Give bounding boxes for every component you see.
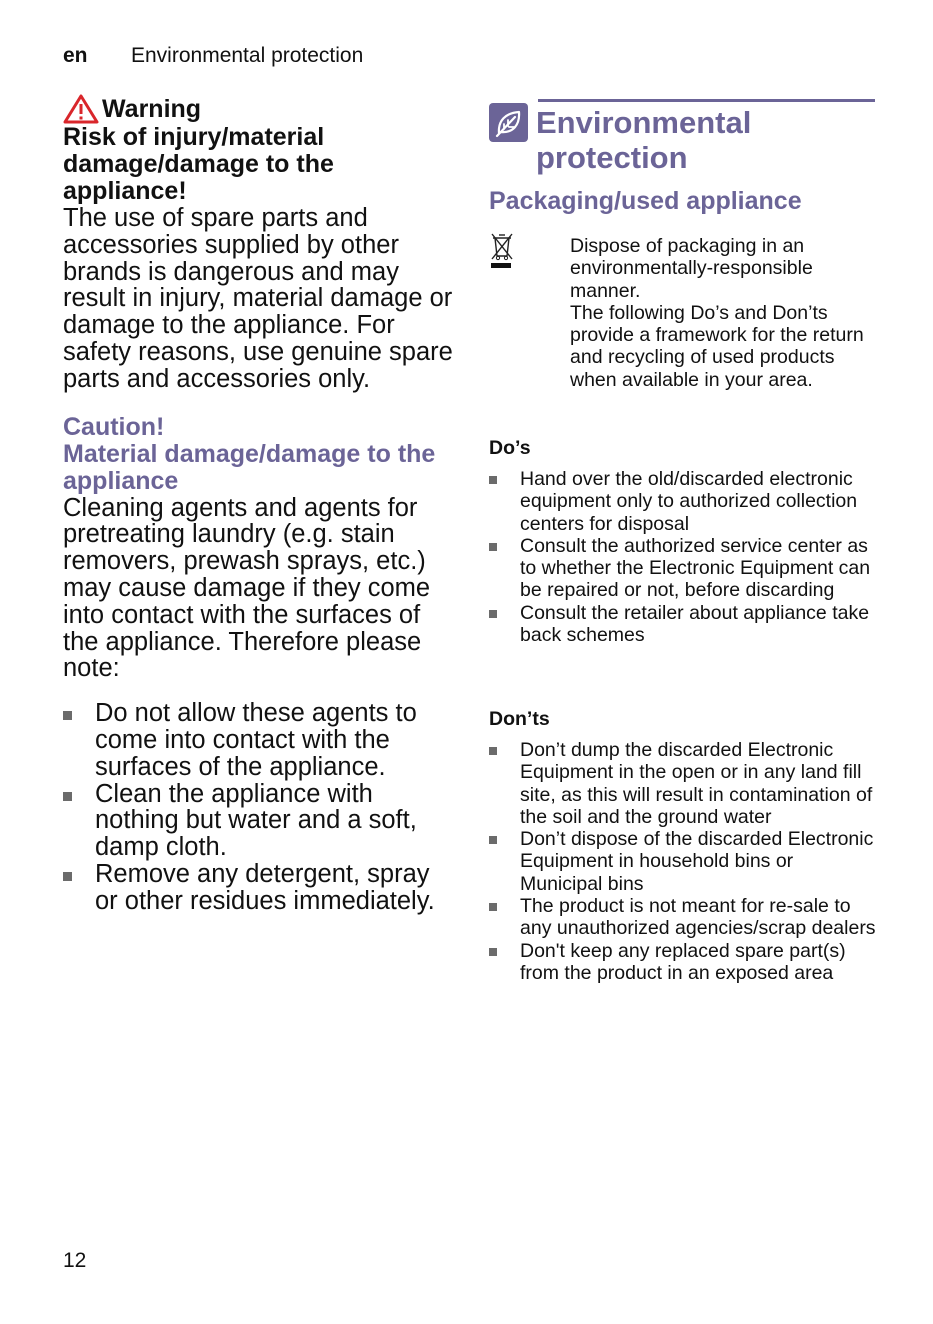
list-item: Don’t dispose of the discarded Electronic Equipment in household bins or Municipal bins	[489, 828, 879, 895]
header-section-title: Environmental protection	[131, 44, 364, 67]
caution-list	[63, 700, 453, 914]
warning-triangle-icon	[63, 94, 99, 124]
bullet-square-icon	[63, 792, 72, 801]
list-item: The product is not meant for re-sale to any unauthorized agencies/scrap dealers	[489, 895, 879, 940]
crossed-bin-icon	[489, 232, 515, 272]
packaging-text	[570, 235, 880, 391]
list-item: Consult the retailer about appliance take back schemes	[489, 602, 879, 647]
packaging-paragraph: The following Do’s and Don’ts provide a framework for the return and recycling of used products when available in your area.	[570, 301, 864, 391]
bullet-square-icon	[489, 610, 497, 618]
bullet-square-icon	[489, 543, 497, 551]
list-item: Remove any detergent, spray or other residues immediately.	[63, 861, 453, 915]
bullet-square-icon	[489, 948, 497, 956]
list-item: Don't keep any replaced spare part(s) from the product in an exposed area	[489, 940, 879, 985]
bullet-square-icon	[489, 836, 497, 844]
list-item: Hand over the old/discarded electronic equipment only to authorized collection centers for disposal	[489, 468, 879, 535]
list-item: Clean the appliance with nothing but water and a soft, damp cloth.	[63, 781, 453, 861]
bullet-square-icon	[63, 872, 72, 881]
language-code: en	[63, 44, 88, 67]
list-item: Consult the authorized service center as to whether the Electronic Equipment can be repaired or not, before discarding	[489, 535, 879, 602]
caution-label: Caution!	[63, 412, 165, 441]
warning-label: Warning	[102, 94, 202, 123]
warning-heading	[63, 94, 453, 124]
bullet-square-icon	[489, 903, 497, 911]
donts-list	[489, 739, 879, 984]
dos-list	[489, 468, 879, 646]
caution-subtitle: Material damage/damage to the appliance	[63, 439, 436, 495]
bullet-square-icon	[489, 476, 497, 484]
bullet-square-icon	[489, 747, 497, 755]
packaging-heading: Packaging/used appliance	[489, 187, 802, 215]
caution-text: Cleaning agents and agents for pretreating laundry (e.g. stain removers, prewash sprays, etc.) may cause damage if they come into contact with the surfaces of the appliance. Therefore please note:	[63, 493, 431, 683]
warning-subtitle: Risk of injury/material damage/damage to the appliance!	[63, 123, 334, 205]
leaf-icon	[489, 103, 528, 142]
list-item: Don’t dump the discarded Electronic Equipment in the open or in any land fill site, as this will result in contamination of the soil and the ground water	[489, 739, 879, 828]
page-number: 12	[63, 1249, 87, 1272]
bullet-square-icon	[63, 711, 72, 720]
donts-heading: Don’ts	[489, 708, 550, 730]
section-rule	[538, 99, 875, 102]
packaging-paragraph: Dispose of packaging in an environmentally-responsible manner.	[570, 235, 813, 302]
warning-text: The use of spare parts and accessories supplied by other brands is dangerous and may result in injury, material damage or damage to the appliance. For safety reasons, use genuine spare parts and accessories only.	[63, 204, 453, 393]
list-item: Do not allow these agents to come into contact with the surfaces of the appliance.	[63, 700, 453, 780]
section-title: Environmental protection	[536, 105, 752, 175]
dos-heading: Do’s	[489, 437, 531, 459]
safety-column	[63, 94, 453, 915]
